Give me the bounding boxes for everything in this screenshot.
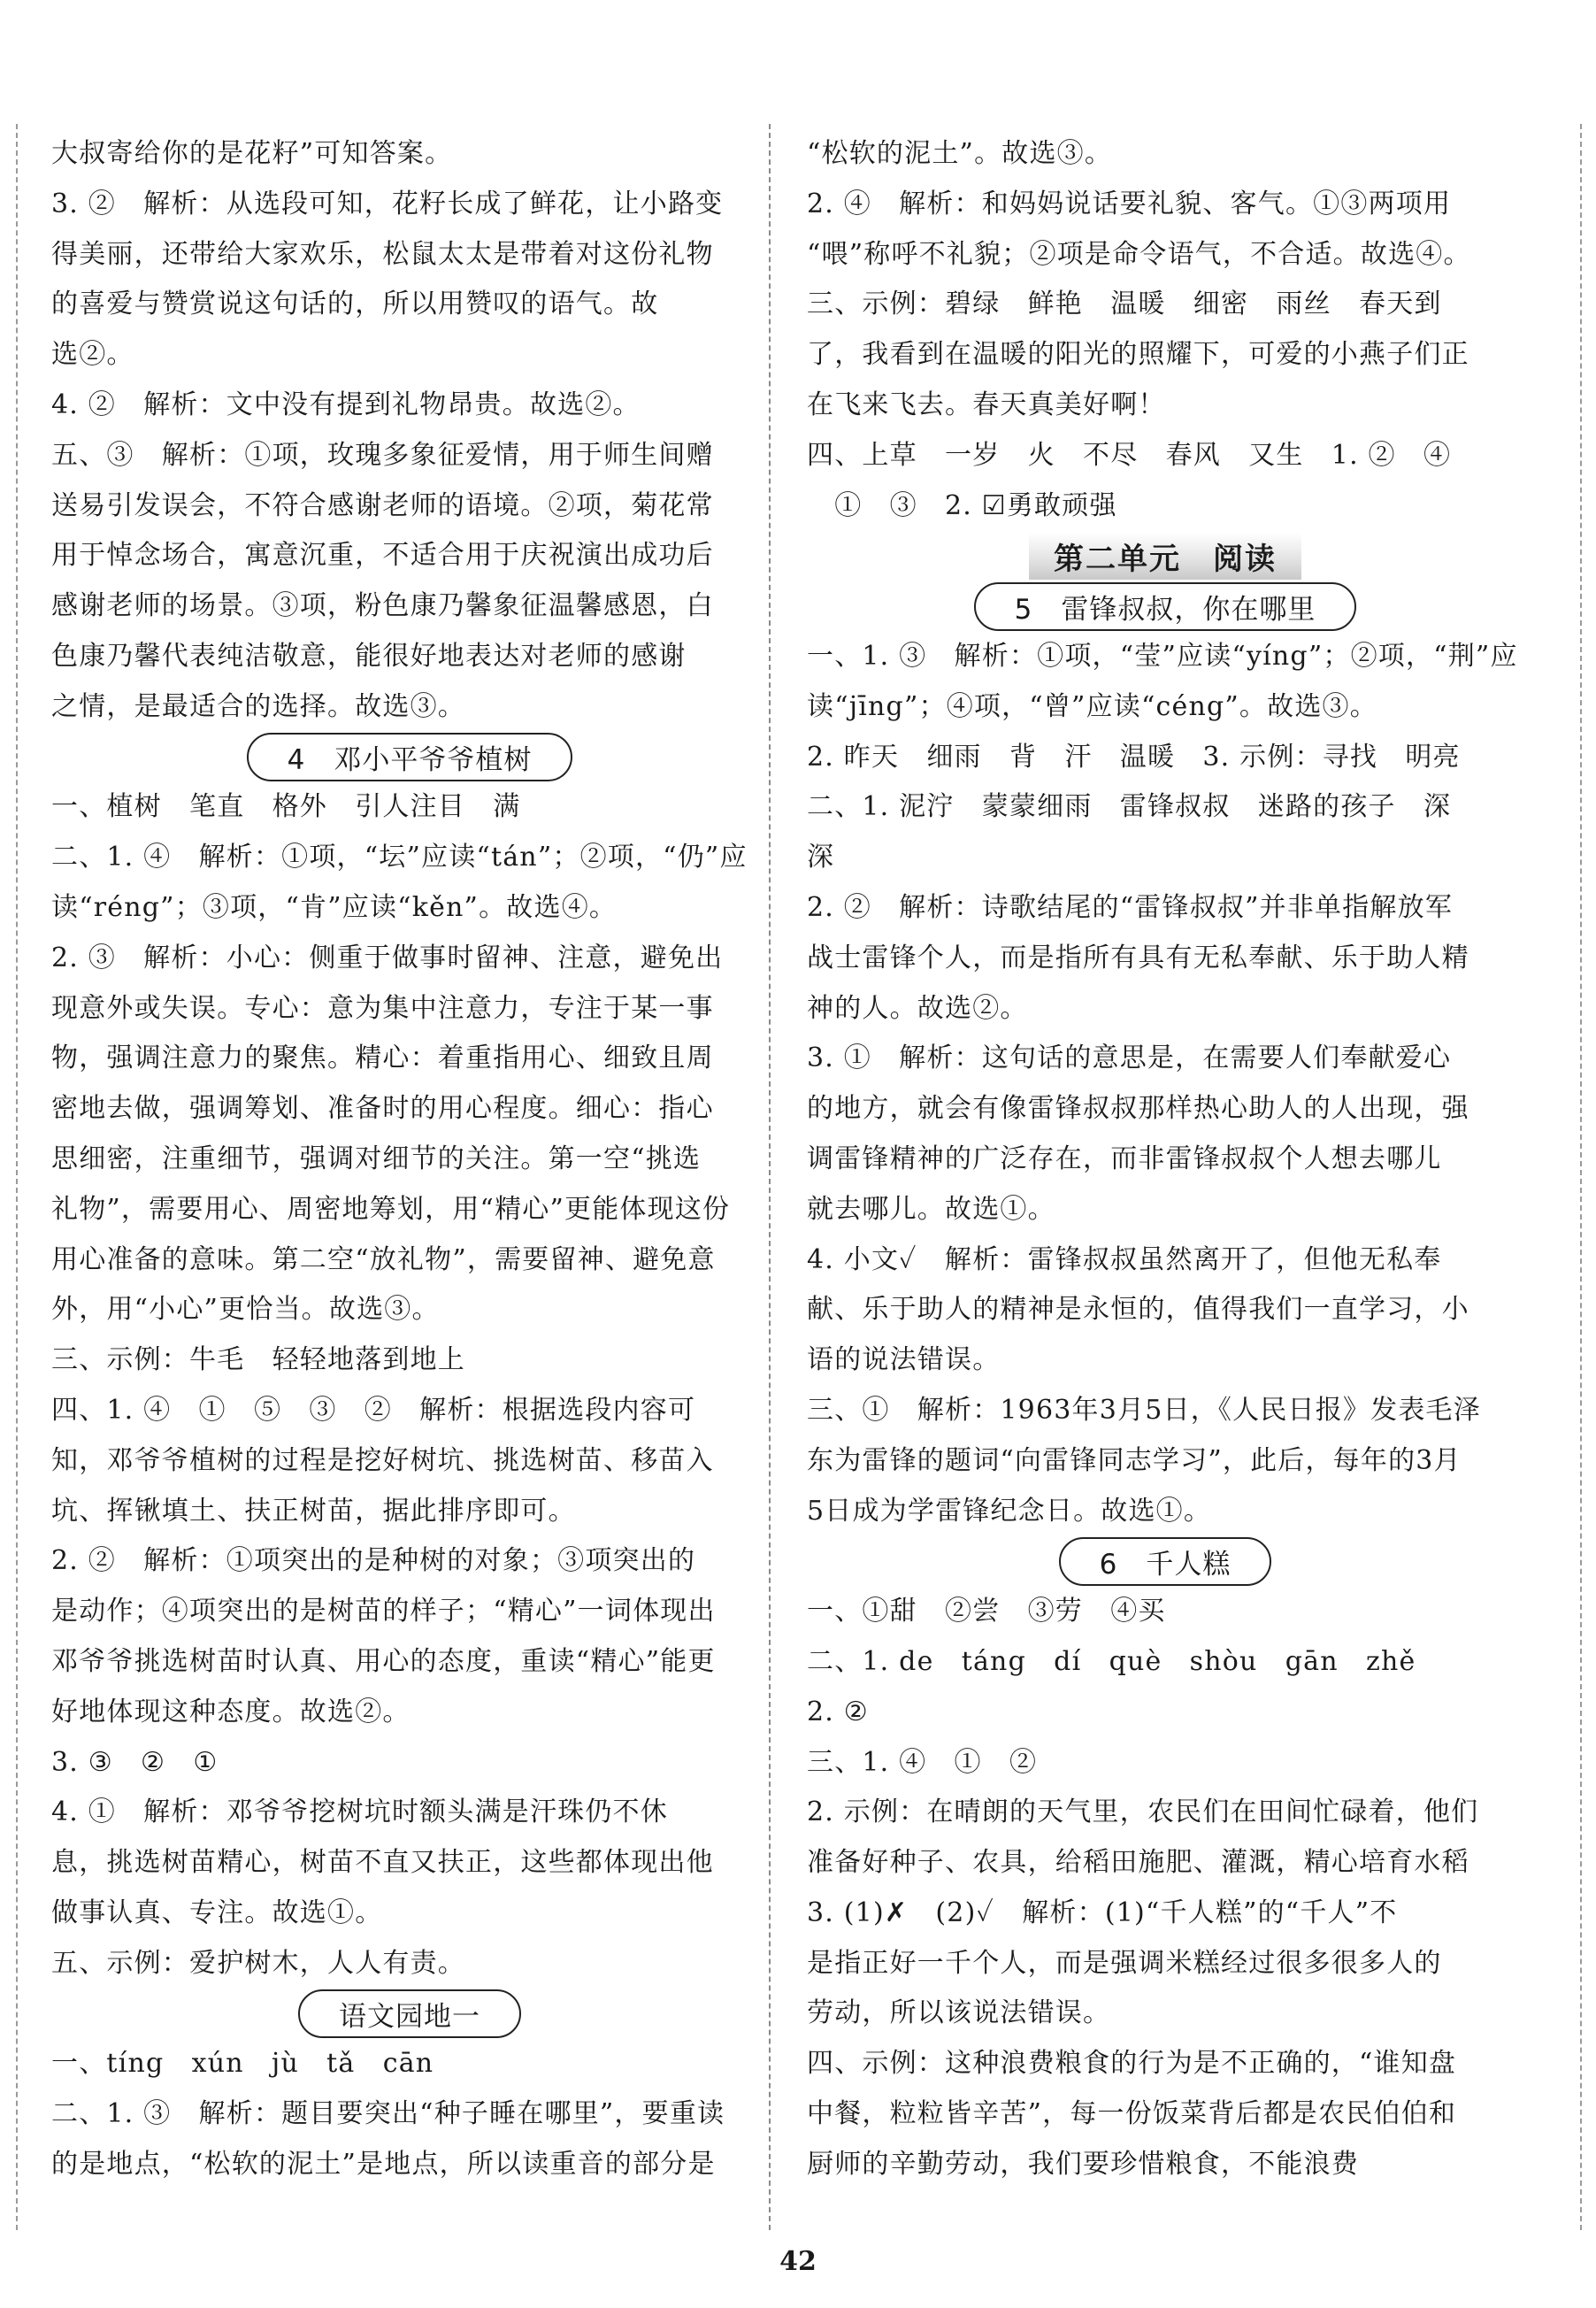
answer-line: 的是地点，“松软的泥土”是地点，所以读重音的部分是 [51,2148,716,2180]
answer-line: 密地去做，强调筹划、准备时的用心程度。细心：指心 [51,1093,714,1125]
answer-line: 3. ③ ② ① [51,1746,219,1778]
answer-line: 五、③ 解析：①项，玫瑰多象征爱情，用于师生间赠 [51,439,714,471]
answer-line: 二、1. ④ 解析：①项，“坛”应读“tán”；②项，“仍”应 [51,842,748,873]
answer-line: 准备好种子、农具，给稻田施肥、灌溉，精心培育水稻 [807,1847,1469,1879]
answer-line: 大叔寄给你的是花籽”可知答案。 [51,138,453,169]
answer-line: 调雷锋精神的广泛存在，而非雷锋叔叔个人想去哪儿 [807,1142,1442,1174]
answer-line: 东为雷锋的题词“向雷锋同志学习”，此后，每年的3月 [807,1444,1462,1476]
answer-line: 息，挑选树苗精心，树苗不直又扶正，这些都体现出他 [51,1847,714,1879]
answer-line: 邓爷爷挑选树苗时认真、用心的态度，重读“精心”能更 [51,1645,716,1677]
answer-line: 2. 示例：在晴朗的天气里，农民们在田间忙碌着，他们 [807,1796,1479,1828]
answer-line: 三、① 解析：1963年3月5日，《人民日报》发表毛泽 [807,1394,1481,1426]
left-margin-rule [16,124,18,2230]
answer-line: 礼物”，需要用心、周密地筹划，用“精心”更能体现这份 [51,1193,731,1225]
answer-line: 献、乐于助人的精神是永恒的，值得我们一直学习，小 [807,1294,1469,1326]
answer-line: 深 [807,842,835,873]
answer-line: 一、tíng xún jù tǎ cān [51,2048,434,2080]
answer-line: 二、1. ③ 解析：题目要突出“种子睡在哪里”，要重读 [51,2098,725,2130]
answer-line: 中餐，粒粒皆辛苦”，每一份饭菜背后都是农民伯伯和 [807,2098,1457,2130]
section-title [51,1989,768,2039]
answer-line: 读“jīng”；④项，“曾”应读“céng”。故选③。 [807,690,1377,722]
answer-line: 送易引发误会，不符合感谢老师的语境。②项，菊花常 [51,489,714,521]
answer-line: 的地方，就会有像雷锋叔叔那样热心助人的人出现，强 [807,1093,1469,1125]
answer-line: 5日成为学雷锋纪念日。故选①。 [807,1495,1212,1527]
answer-line: 四、1. ④ ① ⑤ ③ ② 解析：根据选段内容可 [51,1394,696,1426]
answer-line: ① ③ 2. ☑勇敢顽强 [807,489,1117,521]
answer-line: 外，用“小心”更恰当。故选③。 [51,1294,440,1326]
answer-line: 感谢老师的场景。③项，粉色康乃馨象征温馨感恩，白 [51,590,714,622]
answer-line: 4. ② 解析：文中没有提到礼物昂贵。故选②。 [51,389,641,420]
answer-line: 2. ④ 解析：和妈妈说话要礼貌、客气。①③两项用 [807,188,1452,219]
answer-line: 是指正好一千个人，而是强调米糕经过很多很多人的 [807,1947,1442,1979]
section-title-label: 6 千人糕 [1059,1537,1272,1586]
answer-line: 做事认真、专注。故选①。 [51,1896,383,1928]
answer-line: 3. ② 解析：从选段可知，花籽长成了鲜花，让小路变 [51,188,724,219]
answer-line: 读“réng”；③项，“肯”应读“kěn”。故选④。 [51,891,618,923]
section-title-label: 语文园地一 [298,1989,521,2038]
answer-line: 坑、挥锹填土、扶正树苗，据此排序即可。 [51,1495,576,1527]
answer-line: 神的人。故选②。 [807,992,1028,1024]
answer-line: 3. (1)✗ (2)✓ 解析：(1)“千人糕”的“千人”不 [807,1896,1398,1928]
answer-line: 三、示例：碧绿 鲜艳 温暖 细密 雨丝 春天到 [807,288,1442,320]
answer-line: “喂”称呼不礼貌；②项是命令语气，不合适。故选④。 [807,238,1471,270]
answer-line: 4. 小文✓ 解析：雷锋叔叔虽然离开了，但他无私奉 [807,1243,1442,1275]
answer-line: 2. ② 解析：诗歌结尾的“雷锋叔叔”并非单指解放军 [807,891,1454,923]
answer-line: 用于悼念场合，寓意沉重，不适合用于庆祝演出成功后 [51,540,714,572]
answer-line: 三、1. ④ ① ② [807,1746,1038,1778]
answer-line: 了，我看到在温暖的阳光的照耀下，可爱的小燕子们正 [807,339,1469,371]
answer-line: 四、上草 一岁 火 不尽 春风 又生 1. ② ④ [807,439,1452,471]
answer-line: 选②。 [51,339,134,371]
answer-line: 物，强调注意力的聚焦。精心：着重指用心、细致且周 [51,1042,714,1074]
answer-line: 战士雷锋个人，而是指所有具有无私奉献、乐于助人精 [807,942,1469,973]
answer-line: 2. ② 解析：①项突出的是种树的对象；③项突出的 [51,1545,696,1577]
page-number: 42 [779,2246,817,2277]
answer-line: 的喜爱与赞赏说这句话的，所以用赞叹的语气。故 [51,288,659,320]
answer-line: 2. ③ 解析：小心：侧重于做事时留神、注意，避免出 [51,942,724,973]
answer-line: 之情，是最适合的选择。故选③。 [51,690,465,722]
unit-title [807,531,1523,581]
answer-line: 4. ① 解析：邓爷爷挖树坑时额头满是汗珠仍不休 [51,1796,668,1828]
section-title [807,581,1523,632]
answer-line: 三、示例：牛毛 轻轻地落到地上 [51,1344,465,1376]
answer-line: 语的说法错误。 [807,1344,1001,1376]
answer-line: 一、1. ③ 解析：①项，“莹”应读“yíng”；②项，“荆”应 [807,640,1518,672]
answer-line: 现意外或失误。专心：意为集中注意力，专注于某一事 [51,992,714,1024]
answer-line: 五、示例：爱护树木，人人有责。 [51,1947,465,1979]
answer-line: 用心准备的意味。第二空“放礼物”，需要留神、避免意 [51,1243,716,1275]
answer-line: “松软的泥土”。故选③。 [807,138,1113,169]
unit-title-label: 第二单元 阅读 [1029,533,1301,580]
answer-line: 色康乃馨代表纯洁敬意，能很好地表达对老师的感谢 [51,640,687,672]
column-divider [769,124,771,2230]
section-title [51,733,768,783]
answer-line: 厨师的辛勤劳动，我们要珍惜粮食，不能浪费 [807,2148,1359,2180]
section-title [807,1536,1523,1587]
right-column [807,129,1523,2190]
answer-line: 二、1. de táng dí què shòu gān zhě [807,1645,1416,1677]
answer-line: 在飞来飞去。春天真美好啊！ [807,389,1166,420]
left-column [51,129,768,2190]
answer-line: 劳动，所以该说法错误。 [807,1997,1111,2029]
answer-line: 3. ① 解析：这句话的意思是，在需要人们奉献爱心 [807,1042,1452,1074]
answer-line: 是动作；④项突出的是树苗的样子；“精心”一词体现出 [51,1596,716,1627]
answer-line: 四、示例：这种浪费粮食的行为是不正确的，“谁知盘 [807,2048,1457,2080]
answer-line: 好地体现这种态度。故选②。 [51,1696,411,1727]
answer-line: 2. 昨天 细雨 背 汗 温暖 3. 示例：寻找 明亮 [807,741,1461,773]
answer-line: 2. ② [807,1696,869,1727]
answer-line: 得美丽，还带给大家欢乐，松鼠太太是带着对这份礼物 [51,238,714,270]
answer-line: 二、1. 泥泞 蒙蒙细雨 雷锋叔叔 迷路的孩子 深 [807,791,1452,823]
answer-line: 思细密，注重细节，强调对细节的关注。第一空“挑选 [51,1142,702,1174]
answer-line: 就去哪儿。故选①。 [807,1193,1055,1225]
section-title-label: 5 雷锋叔叔，你在哪里 [974,582,1357,631]
answer-line: 一、植树 笔直 格外 引人注目 满 [51,791,521,823]
section-title-label: 4 邓小平爷爷植树 [247,733,573,781]
answer-line: 一、①甜 ②尝 ③劳 ④买 [807,1596,1166,1627]
right-margin-rule [1580,124,1582,2230]
answer-line: 知，邓爷爷植树的过程是挖好树坑、挑选树苗、移苗入 [51,1444,714,1476]
